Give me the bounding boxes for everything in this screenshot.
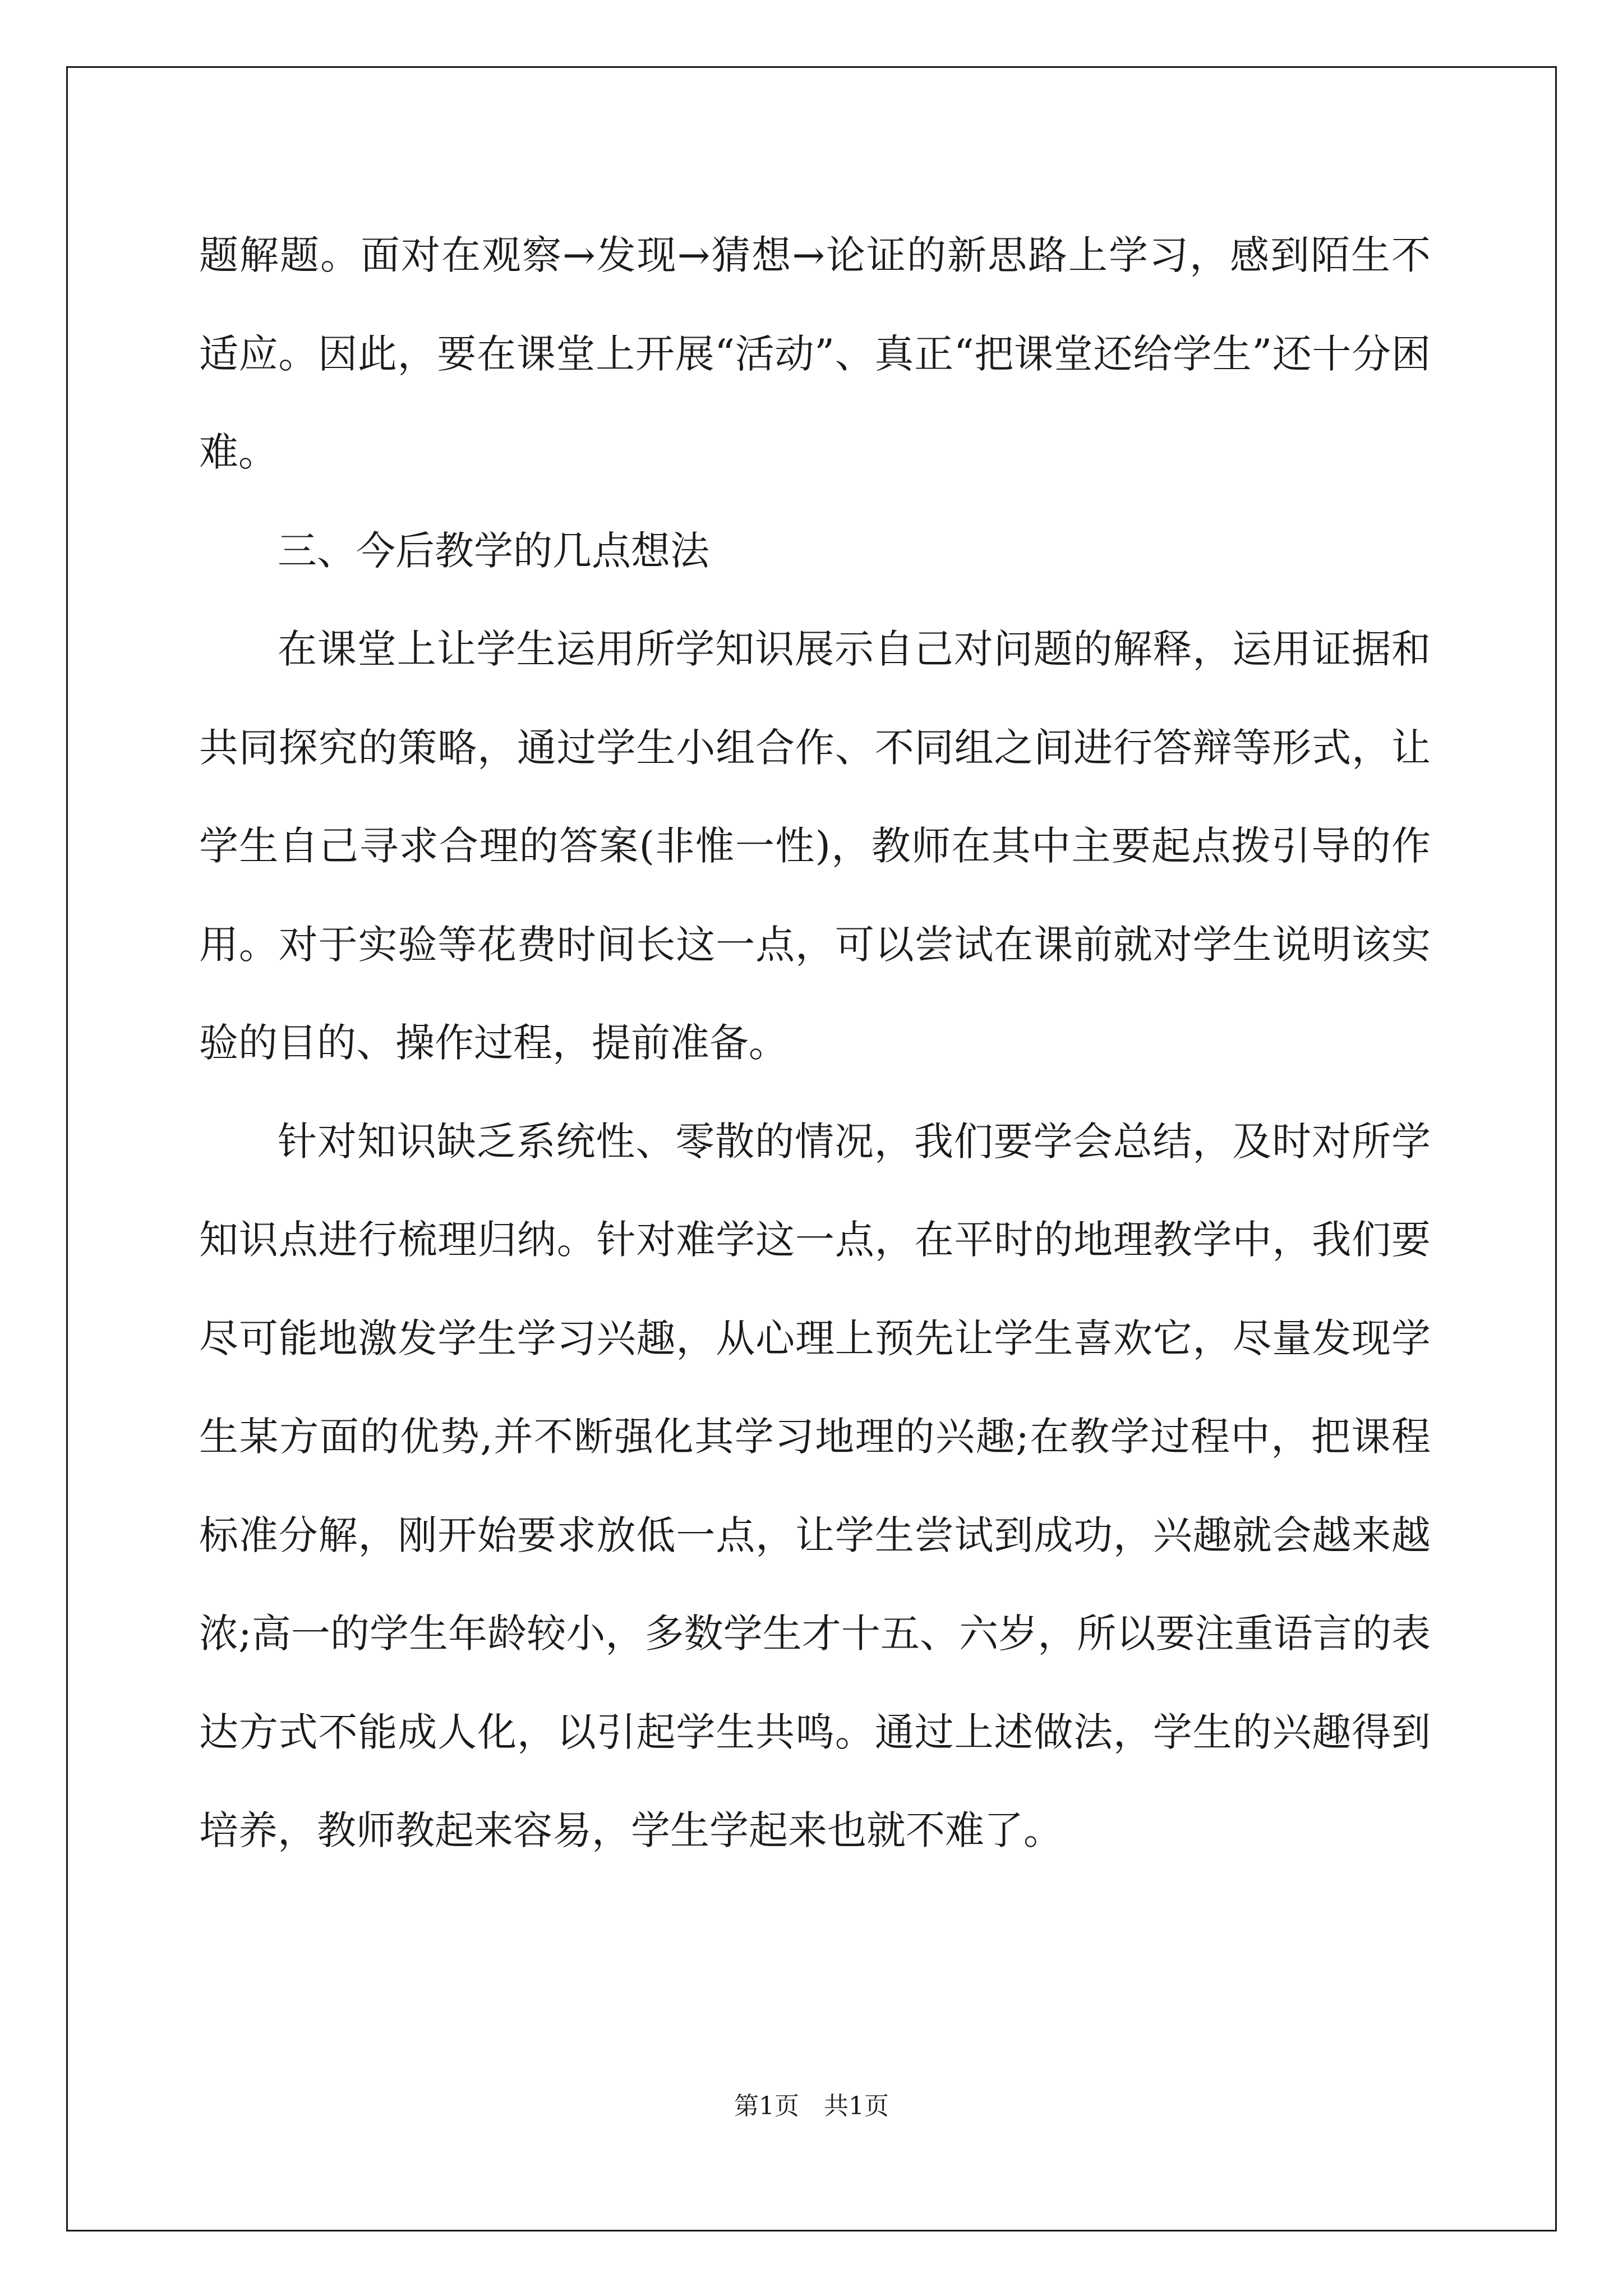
section-heading: 三、今后教学的几点想法 bbox=[278, 527, 709, 574]
paragraph: 在课堂上让学生运用所学知识展示自己对问题的解释，运用证据和共同探究的策略，通过学生小组合作、不同组之间进行答辩等形式，让学生自己寻求合理的答案(非惟一性)，教师在其中主要起点拨引导的作用。对于实验等花费时间长这一点，可以尝试在课前就对学生说明该实验的目的、操作过程，提前准备。 bbox=[199, 626, 1431, 1066]
paragraph-continuation: 题解题。面对在观察→发现→猜想→论证的新思路上学习，感到陌生不适应。因此，要在课堂上开展“活动”、真正“把课堂还给学生”还十分困难。 bbox=[199, 232, 1431, 475]
document-body bbox=[199, 206, 1431, 1880]
page-number: 第1页 共1页 bbox=[734, 2092, 889, 2120]
paragraph: 针对知识缺乏系统性、零散的情况，我们要学会总结，及时对所学知识点进行梳理归纳。针对难学这一点，在平时的地理教学中，我们要尽可能地激发学生学习兴趣，从心理上预先让学生喜欢它，尽量发现学生某方面的优势,并不断强化其学习地理的兴趣;在教学过程中，把课程标准分解，刚开始要求放低一点，让学生尝试到成功，兴趣就会越来越浓;高一的学生年龄较小，多数学生才十五、六岁，所以要注重语言的表达方式不能成人化，以引起学生共鸣。通过上述做法，学生的兴趣得到培养，教师教起来容易，学生学起来也就不难了。 bbox=[199, 1118, 1431, 1853]
